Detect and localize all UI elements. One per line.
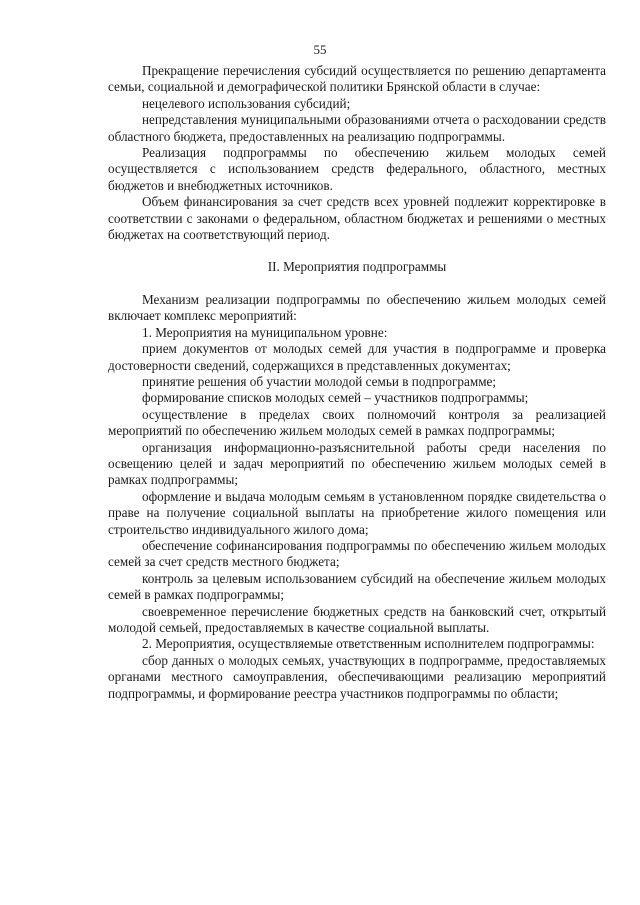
paragraph: контроль за целевым использованием субсидий на обеспечение жильем молодых семей в рамках подпрограммы;	[108, 570, 606, 603]
paragraph: 1. Мероприятия на муниципальном уровне:	[142, 324, 388, 340]
section-heading: II. Мероприятия подпрограммы	[267, 259, 447, 275]
paragraph: своевременное перечисление бюджетных средств на банковский счет, открытый молодой семьей, предоставляемых в качестве социальной выплаты.	[108, 603, 606, 635]
paragraph: осуществление в пределах своих полномочий контроля за реализацией мероприятий по обеспечению жильем молодых семей в рамках подпрограммы;	[108, 406, 606, 439]
paragraph: нецелевого использования субсидий;	[142, 95, 351, 111]
paragraph: оформление и выдача молодым семьям в установленном порядке свидетельства о праве на получение социальной выплаты на приобретение жилого помещения или строительство индивидуального жилого дома;	[108, 488, 606, 537]
paragraph: организация информационно-разъяснительной работы среди населения по освещению целей и задач мероприятий по обеспечению жильем молодых семей в рамках подпрограммы;	[108, 439, 606, 488]
paragraph: Объем финансирования за счет средств всех уровней подлежит корректировке в соответствии с законами о федеральном, областном бюджетах и решениями о местных бюджетах на соответствующий период.	[108, 194, 606, 243]
paragraph: Механизм реализации подпрограммы по обеспечению жильем молодых семей включает комплекс мероприятий:	[108, 291, 606, 324]
paragraph: обеспечение софинансирования подпрограммы по обеспечению жильем молодых семей за счет средств местного бюджета;	[108, 537, 606, 570]
section-body	[108, 292, 606, 702]
paragraph: Прекращение перечисления субсидий осуществляется по решению департамента семьи, социальной и демографической политики Брянской области в случае:	[108, 63, 606, 95]
document-body	[108, 63, 606, 702]
paragraph: формирование списков молодых семей – участников подпрограммы;	[142, 390, 529, 406]
paragraph: прием документов от молодых семей для участия в подпрограмме и проверка достоверности сведений, содержащихся в представленных документах;	[108, 341, 606, 373]
paragraph: Реализация подпрограммы по обеспечению жильем молодых семей осуществляется с использованием средств федерального, областного, местных бюджетов и внебюджетных источников.	[108, 145, 606, 193]
paragraph: непредставления муниципальными образованиями отчета о расходовании средств областного бюджета, предоставленных на реализацию подпрограммы.	[108, 112, 606, 144]
paragraph: 2. Мероприятия, осуществляемые ответственным исполнителем подпрограммы:	[142, 636, 595, 652]
page-number: 55	[313, 42, 327, 57]
paragraph: сбор данных о молодых семьях, участвующих в подпрограмме, предоставляемых органами местного самоуправления, обеспечивающими реализацию мероприятий подпрограммы, и формирование реестра участников подпрограммы по области;	[108, 652, 606, 701]
paragraph: принятие решения об участии молодой семьи в подпрограмме;	[142, 373, 497, 389]
